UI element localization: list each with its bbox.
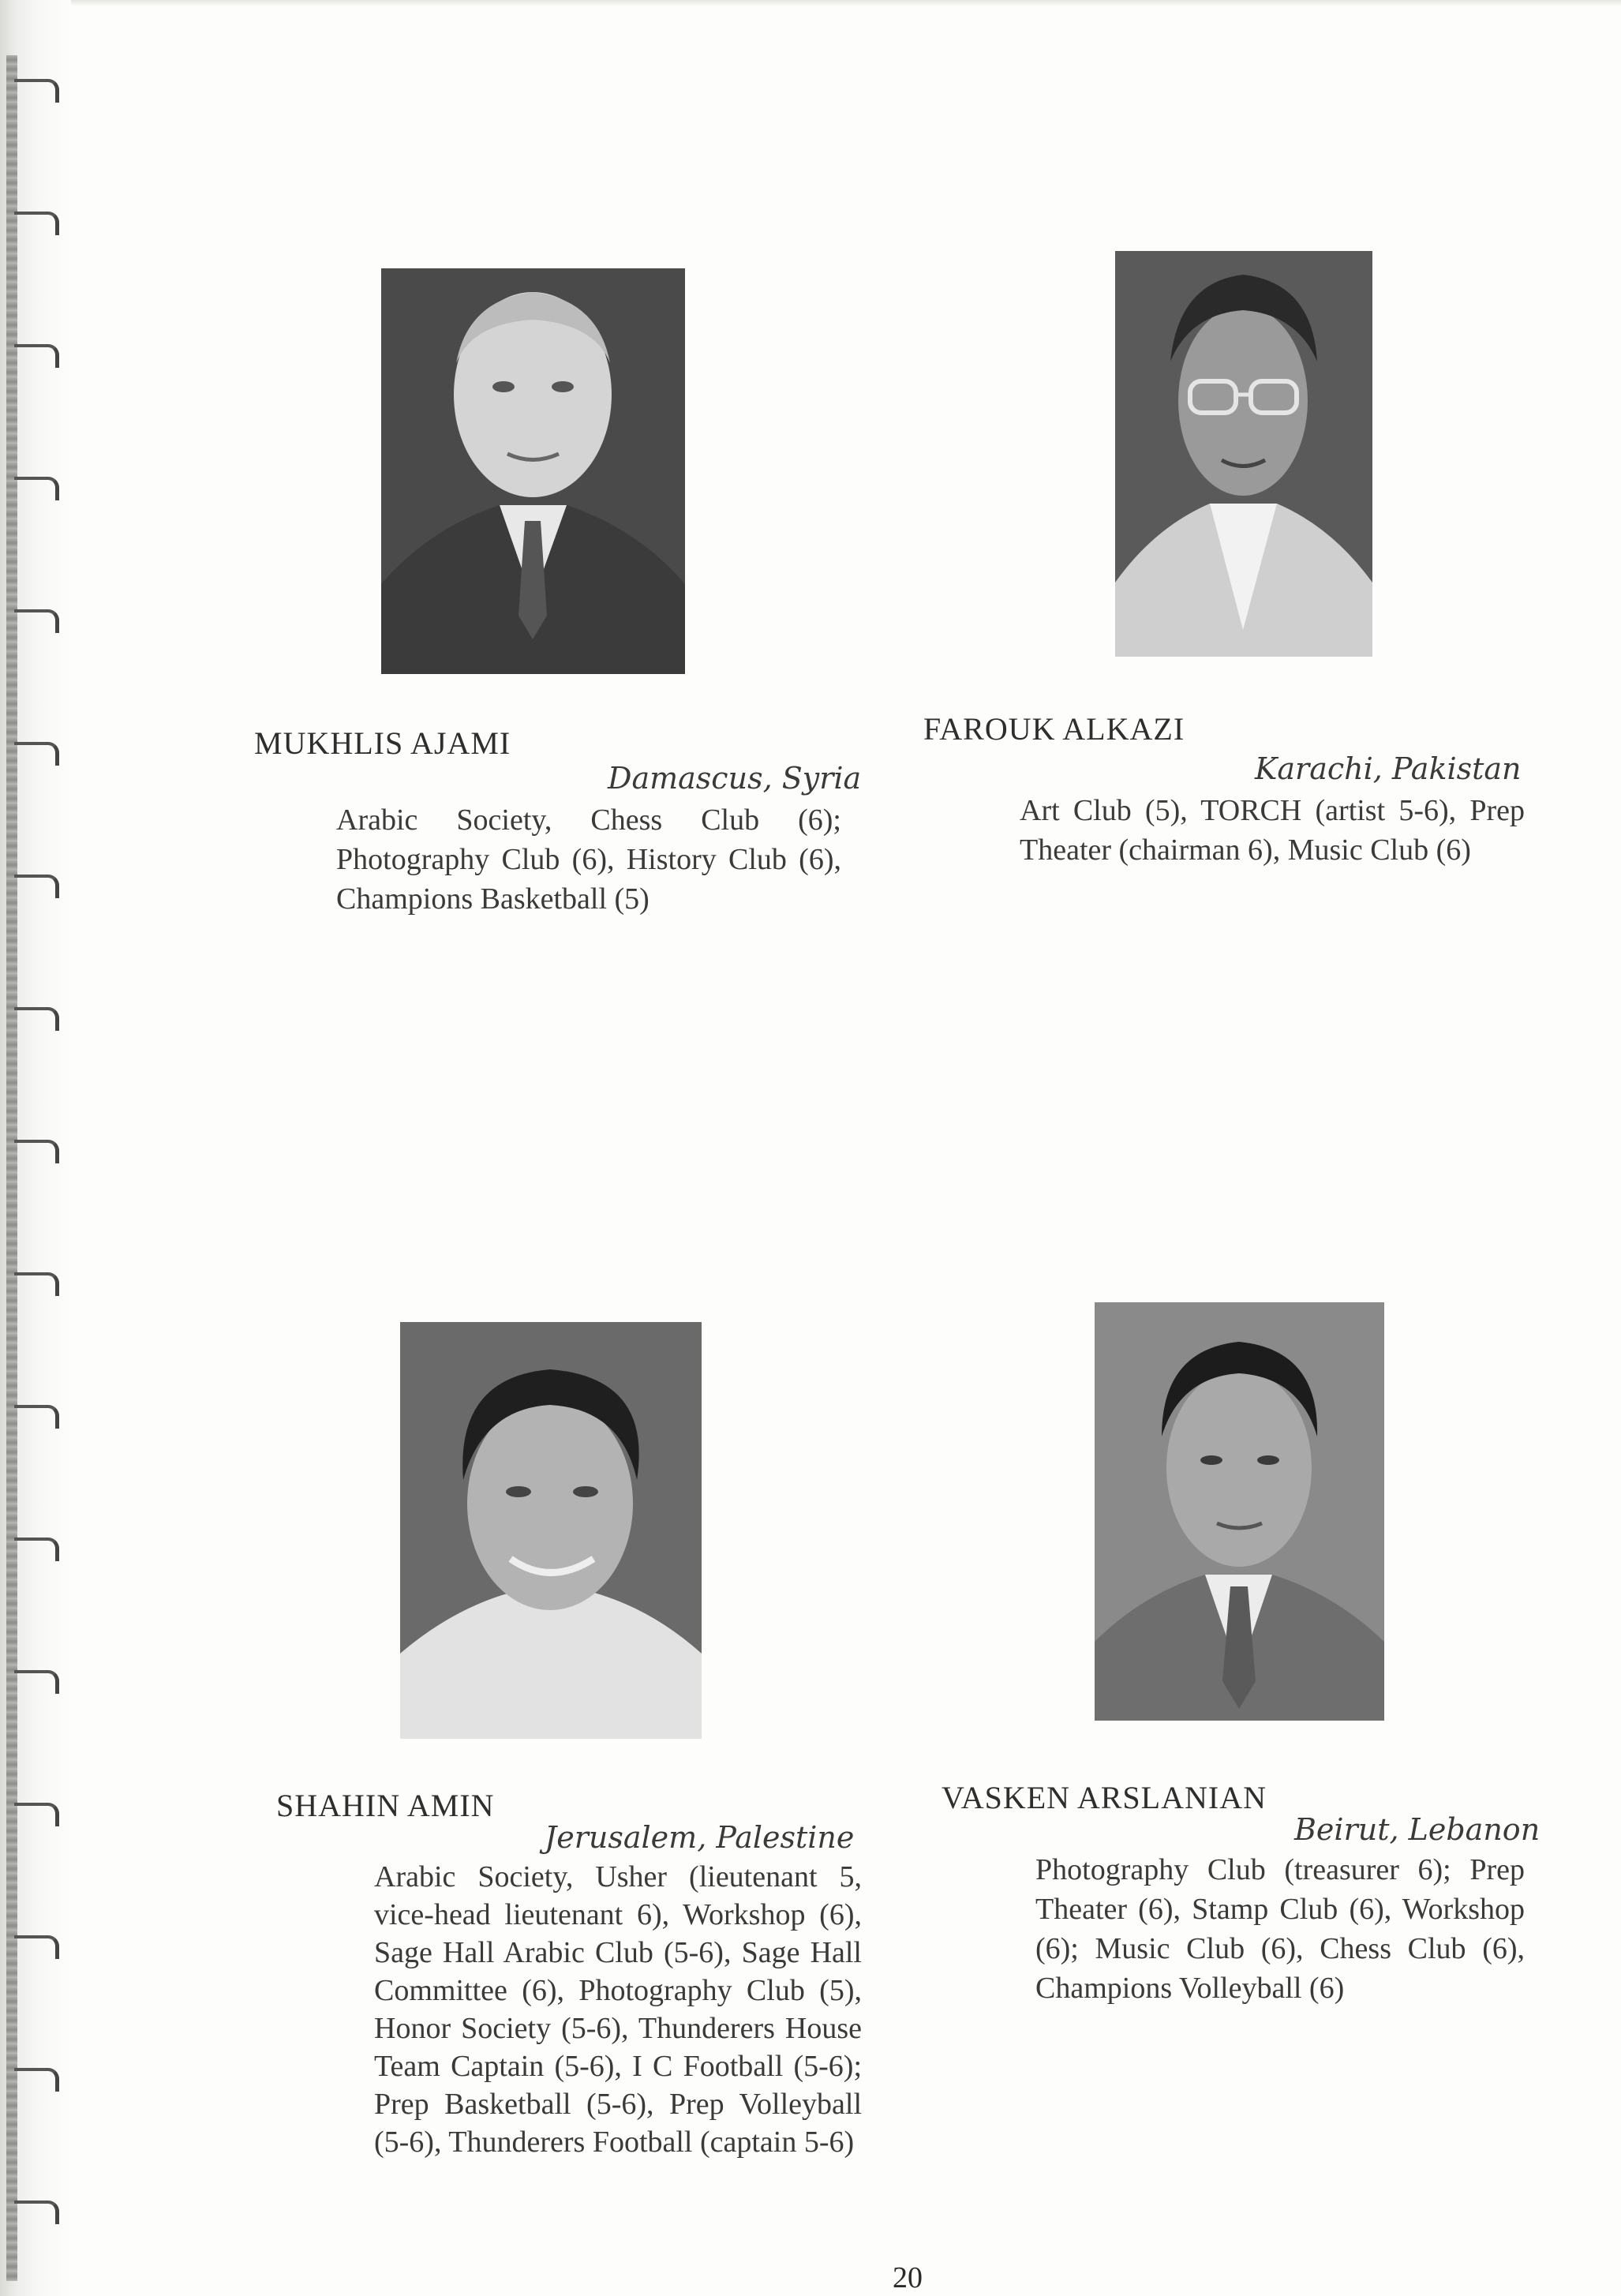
binding-ring-icon: [14, 1935, 59, 1959]
binding-ring-icon: [14, 344, 59, 368]
portrait-silhouette-icon: [1115, 251, 1372, 657]
student-activities: Arabic Society, Usher (lieutenant 5, vice-head lieutenant 6), Workshop (6), Sage Hall Arabic Club (5-6), Sage Hall Committee (6), Photography Club (5), Honor Society (5-6), Thunderers House Team Captain (5-6), I C Football (5-6); Prep Basketball (5-6), Prep Volleyball (5-6), Thunderers Football (captain 5-6): [374, 1860, 862, 2159]
student-name: VASKEN ARSLANIAN: [942, 1780, 1267, 1815]
portrait-silhouette-icon: [400, 1322, 702, 1739]
binding-ring-icon: [14, 212, 59, 235]
student-name: FAROUK ALKAZI: [923, 711, 1185, 747]
binding-ring-icon: [14, 1405, 59, 1429]
binding-ring-icon: [14, 79, 59, 103]
binding-ring-icon: [14, 1803, 59, 1826]
binding-ring-icon: [14, 1670, 59, 1694]
portrait-silhouette-icon: [381, 268, 685, 674]
binding-ring-icon: [14, 2200, 59, 2224]
student-name: SHAHIN AMIN: [276, 1788, 495, 1823]
student-hometown: Jerusalem, Palestine: [545, 1820, 855, 1855]
student-activities: Arabic Society, Chess Club (6); Photography Club (6), History Club (6), Champions Basketball (5): [336, 803, 841, 916]
binding-ring-icon: [14, 875, 59, 898]
binding-ring-icon: [14, 609, 59, 633]
student-activities: Art Club (5), TORCH (artist 5-6), Prep Theater (chairman 6), Music Club (6): [1020, 794, 1525, 867]
page-number: 20: [893, 2261, 923, 2294]
binding-ring-icon: [14, 1538, 59, 1561]
student-name: MUKHLIS AJAMI: [254, 725, 511, 761]
binding-ring-icon: [14, 1140, 59, 1163]
binding-ring-icon: [14, 2068, 59, 2092]
binding-ring-icon: [14, 742, 59, 766]
spiral-binding: [0, 0, 71, 2296]
binding-ring-icon: [14, 1272, 59, 1296]
portrait-photo-1: [381, 268, 685, 674]
portrait-photo-4: [1095, 1302, 1384, 1721]
student-hometown: Damascus, Syria: [608, 761, 862, 796]
student-activities: Photography Club (treasurer 6); Prep Theater (6), Stamp Club (6), Workshop (6); Music Club (6), Chess Club (6), Champions Volleyball (6): [1035, 1853, 1525, 2005]
binding-ring-icon: [14, 1007, 59, 1031]
binding-ring-icon: [14, 477, 59, 500]
student-hometown: Beirut, Lebanon: [1294, 1812, 1541, 1847]
portrait-photo-3: [400, 1322, 702, 1739]
student-hometown: Karachi, Pakistan: [1255, 751, 1522, 786]
portrait-silhouette-icon: [1095, 1302, 1384, 1721]
portrait-photo-2: [1115, 251, 1372, 657]
page-top-edge: [0, 0, 1621, 6]
